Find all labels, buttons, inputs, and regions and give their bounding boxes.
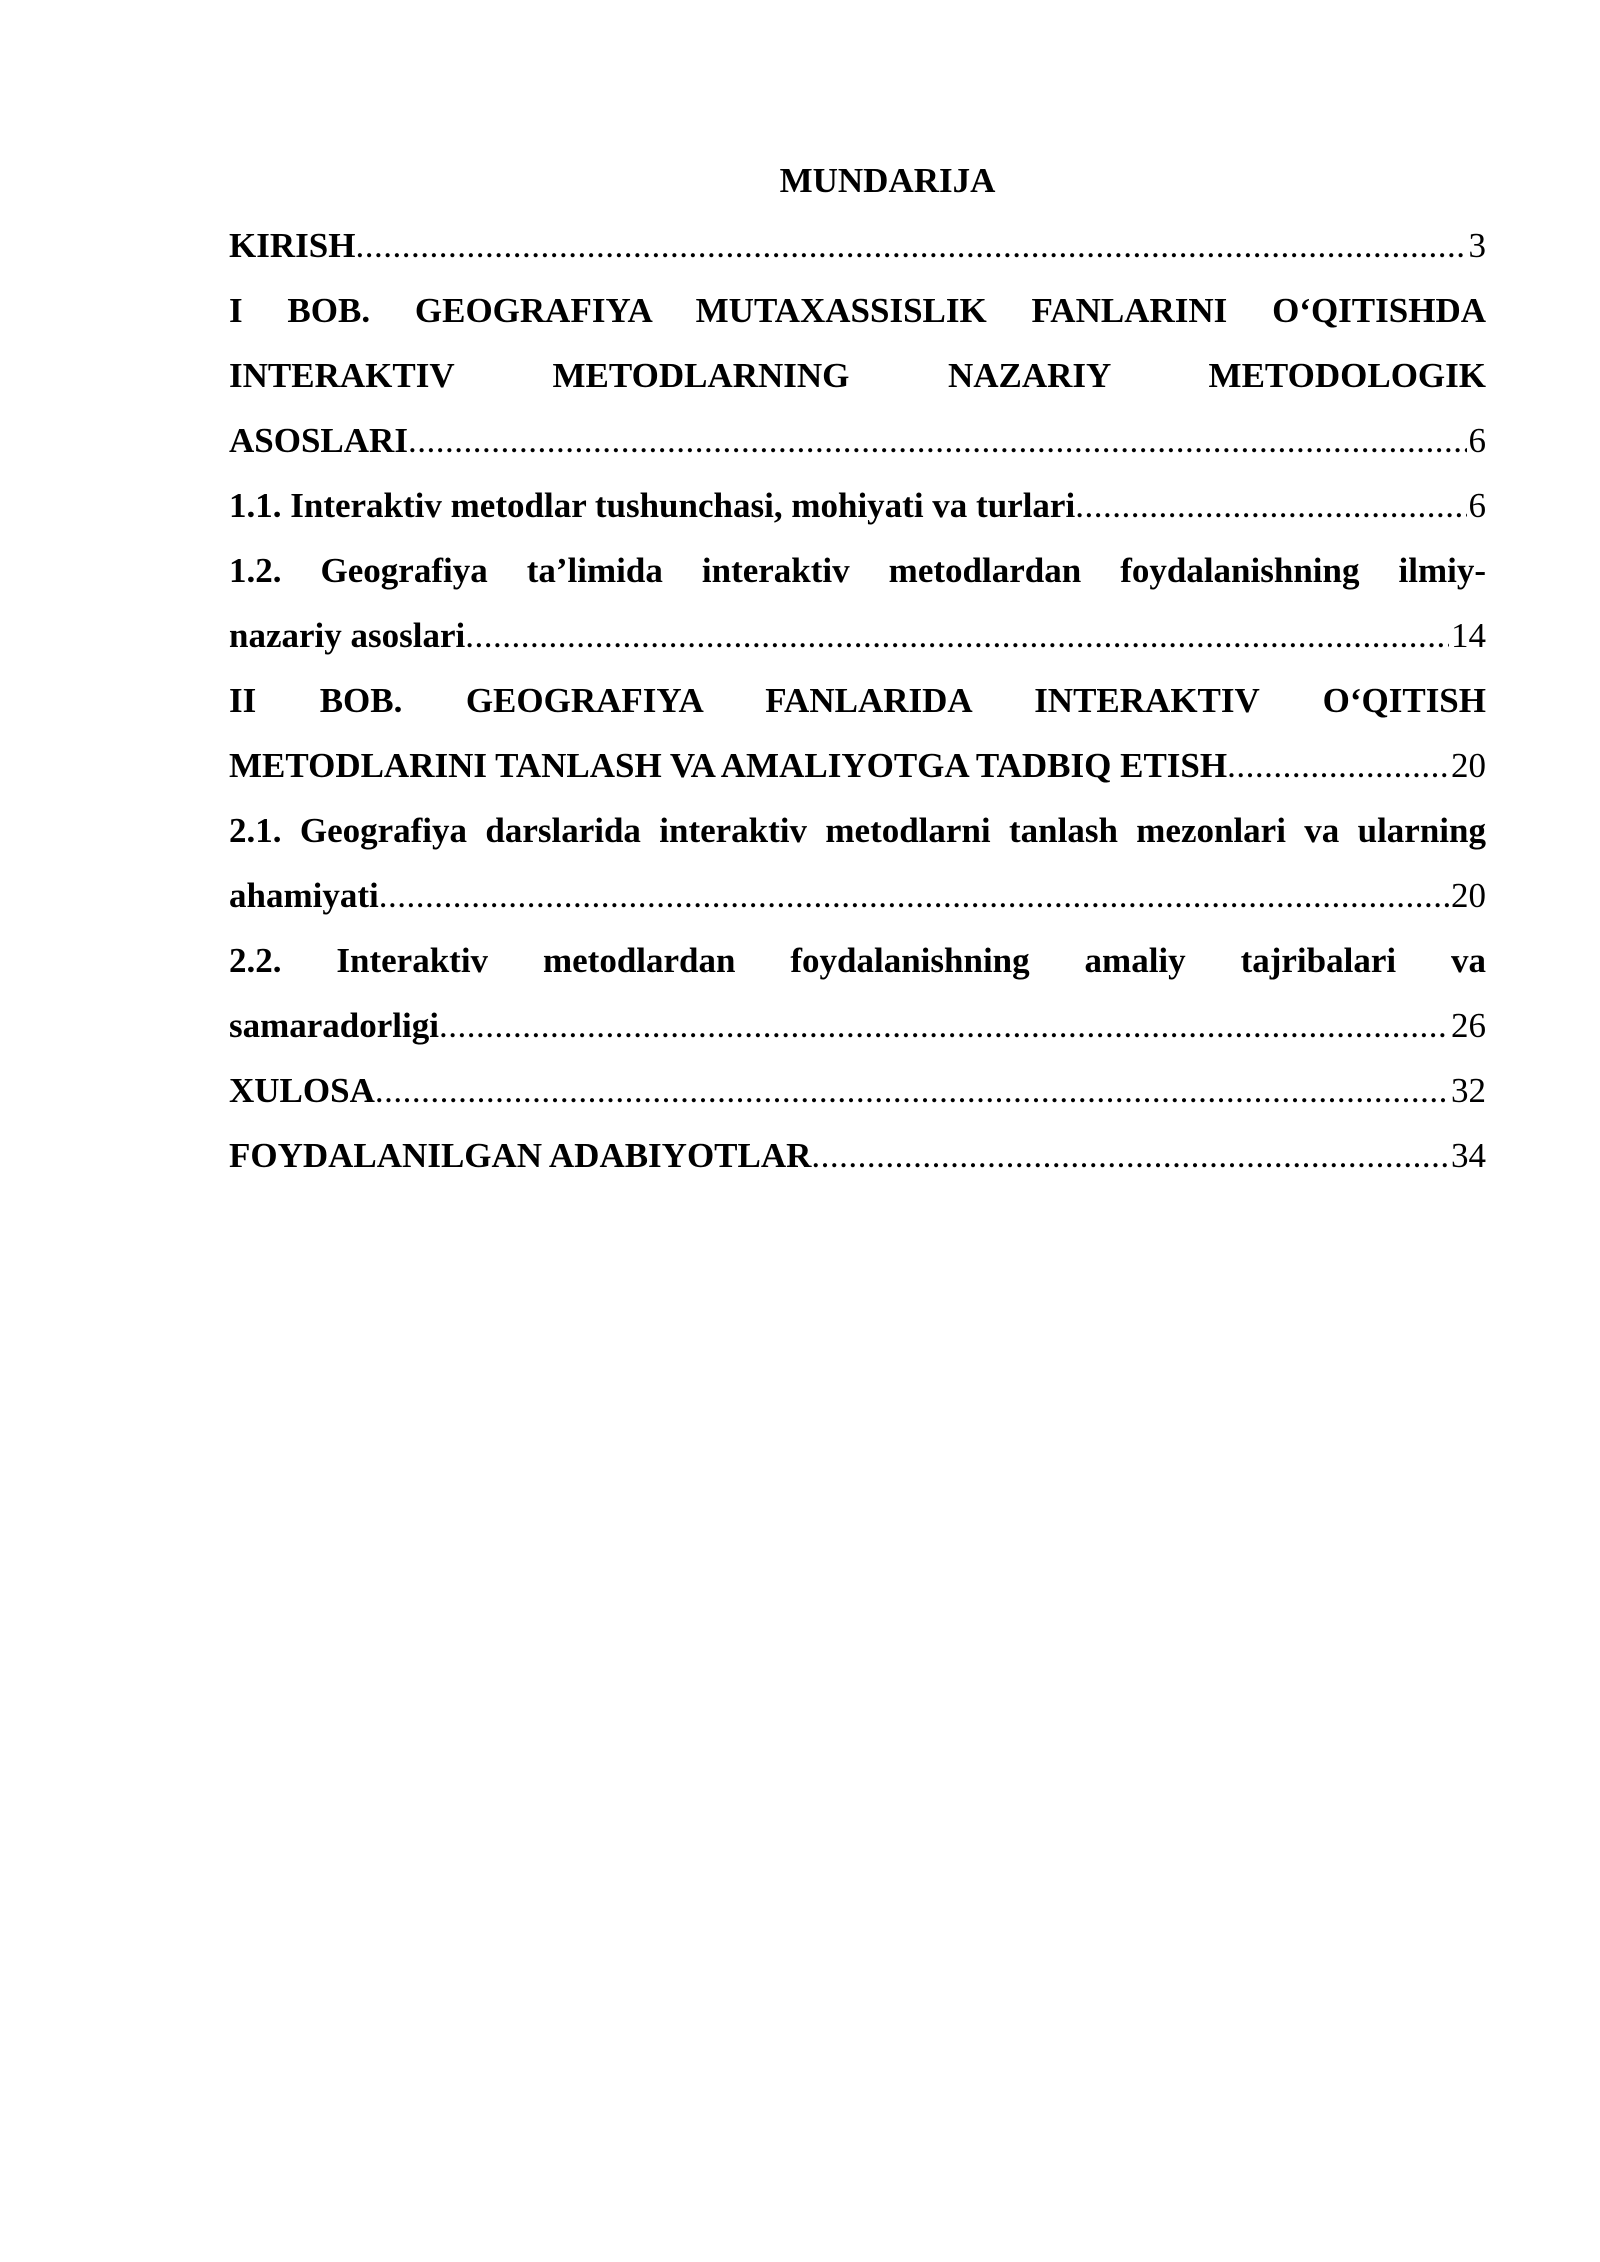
toc-entry-label: METODLARINI TANLASH VA AMALIYOTGA TADBIQ ETISH (229, 746, 1228, 785)
toc-entry-last-line (229, 603, 1486, 668)
dot-leader (1075, 473, 1466, 538)
toc-entry-label: FOYDALANILGAN ADABIYOTLAR (229, 1136, 812, 1175)
dot-leader (465, 603, 1449, 668)
toc-entry-chapter-2[interactable] (229, 668, 1486, 798)
toc-page-number: 6 (1468, 421, 1486, 460)
toc-entry-xulosa[interactable] (229, 1058, 1486, 1123)
toc-entry-line: II BOB. GEOGRAFIYA FANLARIDA INTERAKTIV O‘QITISH (229, 681, 1486, 720)
toc-page-number: 20 (1451, 746, 1486, 785)
toc-title: MUNDARIJA (779, 161, 996, 200)
toc-entry-section-1-1[interactable] (229, 473, 1486, 538)
toc-entry-kirish[interactable] (229, 213, 1486, 278)
dot-leader (811, 1123, 1449, 1188)
dot-leader (439, 993, 1449, 1058)
toc-entry-last-line (229, 408, 1486, 473)
toc-entry-references[interactable] (229, 1123, 1486, 1188)
toc-entry-line: 2.2. Interaktiv metodlardan foydalanishning amaliy tajribalari va (229, 941, 1486, 980)
toc-entry-last-line (229, 993, 1486, 1058)
toc-page-number: 34 (1451, 1136, 1486, 1175)
toc-page-number: 20 (1451, 876, 1486, 915)
toc-entry-line: 2.1. Geografiya darslarida interaktiv metodlarni tanlash mezonlari va ularning (229, 811, 1486, 850)
toc-page-number: 3 (1468, 226, 1486, 265)
toc-entry-last-line (229, 733, 1486, 798)
toc-entry-section-2-2[interactable] (229, 928, 1486, 1058)
toc-page-number: 14 (1451, 616, 1486, 655)
dot-leader (379, 863, 1449, 928)
toc-entry-label: 1.1. Interaktiv metodlar tushunchasi, mohiyati va turlari (229, 486, 1076, 525)
toc-entry-line: 1.2. Geografiya ta’limida interaktiv metodlardan foydalanishning ilmiy- (229, 551, 1486, 590)
dot-leader (1227, 733, 1449, 798)
toc-entry-last-line (229, 863, 1486, 928)
document-page (229, 148, 1486, 1188)
toc-entry-label: KIRISH (229, 226, 356, 265)
toc-entry-chapter-1[interactable] (229, 278, 1486, 473)
toc-entry-label: XULOSA (229, 1071, 375, 1110)
toc-entry-section-2-1[interactable] (229, 798, 1486, 928)
toc-page-number: 6 (1468, 486, 1486, 525)
dot-leader (355, 213, 1466, 278)
toc-entry-label: nazariy asoslari (229, 616, 466, 655)
toc-entry-section-1-2[interactable] (229, 538, 1486, 668)
toc-entry-label: ASOSLARI (229, 421, 408, 460)
dot-leader (375, 1058, 1449, 1123)
toc-page-number: 32 (1451, 1071, 1486, 1110)
toc-entry-label: samaradorligi (229, 1006, 439, 1045)
dot-leader (408, 408, 1467, 473)
toc-entry-line: INTERAKTIV METODLARNING NAZARIY METODOLOGIK (229, 356, 1486, 395)
toc-entry-label: ahamiyati (229, 876, 379, 915)
toc-entry-line: I BOB. GEOGRAFIYA MUTAXASSISLIK FANLARINI O‘QITISHDA (229, 291, 1486, 330)
toc-page-number: 26 (1451, 1006, 1486, 1045)
